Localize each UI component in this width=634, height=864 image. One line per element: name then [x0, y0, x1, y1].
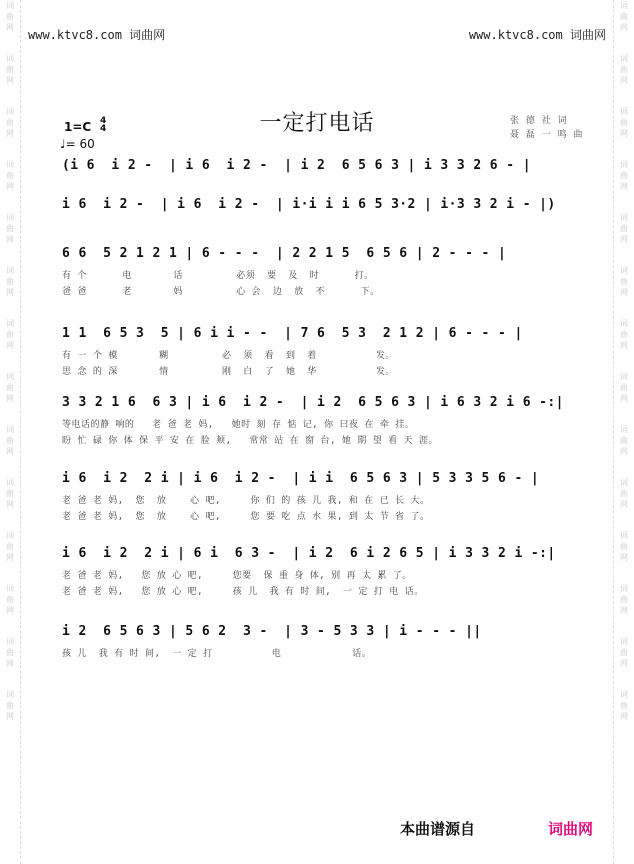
notation-line-6: i 6 i 2 2 i | i 6 i 2 - | i i 6 5 6 3 | 5 3 3 5 6 - |	[62, 471, 540, 486]
notation-line-3: 6 6 5 2 1 2 1 | 6 - - - | 2 2 1 5 6 5 6 | 2 - - - |	[62, 246, 507, 261]
side-watermark-text: 词 曲 网	[6, 478, 14, 509]
footer-brand-link[interactable]: 词曲网	[548, 820, 594, 838]
side-watermark-text: 词 曲 网	[620, 54, 628, 85]
lyric-line-5b: 盼 忙 碌 你 体 保 平 安 在 脸 颊, 常常 站 在 窗 台, 她 期 望 看 天 涯。	[62, 436, 438, 446]
side-watermark-text: 词 曲 网	[6, 372, 14, 403]
site-brand: 词曲网	[129, 28, 166, 42]
lyric-line-3b: 爸 爸 老 妈 心 会 边 放 不 下。	[62, 287, 380, 297]
composer-credit: 聂 磊 一 鸣 曲	[510, 130, 585, 140]
lyric-line-4a: 有 一 个 模 糊 必 须 看 到 着 发。	[62, 351, 395, 361]
tempo-marking: ♩= 60	[60, 137, 95, 151]
side-watermark-text: 词 曲 网	[6, 319, 14, 350]
lyric-line-7b: 老 爸 老 妈, 您 放 心 吧, 孩 儿 我 有 时 间, 一 定 打 电 话。	[62, 587, 424, 597]
notation-line-5: 3 3 2 1 6 6 3 | i 6 i 2 - | i 2 6 5 6 3 | i 6 3 2 i 6 -:|	[62, 395, 564, 410]
site-brand: 词曲网	[569, 28, 606, 42]
lyric-line-4b: 思 念 的 深 情 刚 白 了 她 华 发。	[62, 367, 395, 377]
song-title: 一定打电话	[259, 111, 375, 136]
site-url: www.ktvc8.com	[468, 28, 563, 42]
key-signature: 1=C	[64, 120, 92, 134]
side-watermark-text: 词 曲 网	[6, 213, 14, 244]
site-url-right[interactable]	[469, 26, 606, 43]
time-signature	[100, 117, 106, 133]
side-watermark-text: 词 曲 网	[6, 107, 14, 138]
notation-line-2: i 6 i 2 - | i 6 i 2 - | i·i i i 6 5 3·2 | i·3 3 2 i - |)	[62, 197, 556, 212]
footer-source-text: 本曲谱源自	[400, 820, 476, 838]
side-watermark-text: 词 曲 网	[620, 266, 628, 297]
side-watermark-text: 词 曲 网	[6, 266, 14, 297]
side-watermark-text: 词 曲 网	[6, 584, 14, 615]
notation-line-7: i 6 i 2 2 i | 6 i 6 3 - | i 2 6 i 2 6 5 | i 3 3 2 i -:|	[62, 546, 556, 561]
side-watermark-text: 词 曲 网	[620, 107, 628, 138]
side-watermark-text: 词 曲 网	[620, 319, 628, 350]
side-watermark-text: 词 曲 网	[6, 690, 14, 721]
lyricist-credit: 张 德 社 词	[510, 116, 569, 126]
meter-top: 4	[100, 116, 107, 126]
side-watermark-text: 词 曲 网	[620, 1, 628, 32]
side-watermark-text: 词 曲 网	[620, 425, 628, 456]
lyric-line-6a: 老 爸 老 妈, 您 放 心 吧, 你 们 的 孩 儿 我, 和 在 已 长 大。	[62, 496, 430, 506]
side-watermark-text: 词 曲 网	[620, 160, 628, 191]
side-watermark-text: 词 曲 网	[6, 160, 14, 191]
side-watermark-text: 词 曲 网	[620, 531, 628, 562]
lyric-line-7a: 老 爸 老 妈, 您 放 心 吧, 您要 保 重 身 体, 别 再 太 累 了。	[62, 571, 412, 581]
lyric-line-6b: 老 爸 老 妈, 您 放 心 吧, 您 要 吃 点 水 果, 到 太 节 省 了。	[62, 512, 430, 522]
side-watermark-text: 词 曲 网	[620, 372, 628, 403]
lyric-line-8a: 孩 儿 我 有 时 间, 一 定 打 电 话。	[62, 649, 372, 659]
side-watermark-text: 词 曲 网	[6, 637, 14, 668]
notation-line-8: i 2 6 5 6 3 | 5 6 2 3 - | 3 - 5 3 3 | i - - - ||	[62, 624, 482, 639]
side-watermark-text: 词 曲 网	[6, 425, 14, 456]
side-watermark-text: 词 曲 网	[6, 54, 14, 85]
side-watermark-text: 词 曲 网	[620, 584, 628, 615]
site-url-left[interactable]	[28, 26, 165, 43]
lyric-line-3a: 有 个 电 话 必须 要 及 时 打。	[62, 271, 374, 281]
meter-bottom: 4	[100, 124, 107, 134]
side-watermark-text: 词 曲 网	[620, 213, 628, 244]
side-watermark-text: 词 曲 网	[620, 690, 628, 721]
side-watermark-text: 词 曲 网	[6, 531, 14, 562]
site-url: www.ktvc8.com	[28, 28, 122, 42]
side-watermark-text: 词 曲 网	[620, 478, 628, 509]
lyric-line-5a: 等电话的静 响的 老 爸 老 妈, 她时 刻 存 惦 记, 你 曰夜 在 牵 挂。	[62, 420, 415, 430]
side-watermark-text: 词 曲 网	[620, 637, 628, 668]
notation-line-1: (i 6 i 2 - | i 6 i 2 - | i 2 6 5 6 3 | i 3 3 2 6 - |	[62, 158, 531, 173]
notation-line-4: 1 1 6 5 3 5 | 6 i i - - | 7 6 5 3 2 1 2 | 6 - - - |	[62, 326, 523, 341]
side-watermark-text: 词 曲 网	[6, 1, 14, 32]
